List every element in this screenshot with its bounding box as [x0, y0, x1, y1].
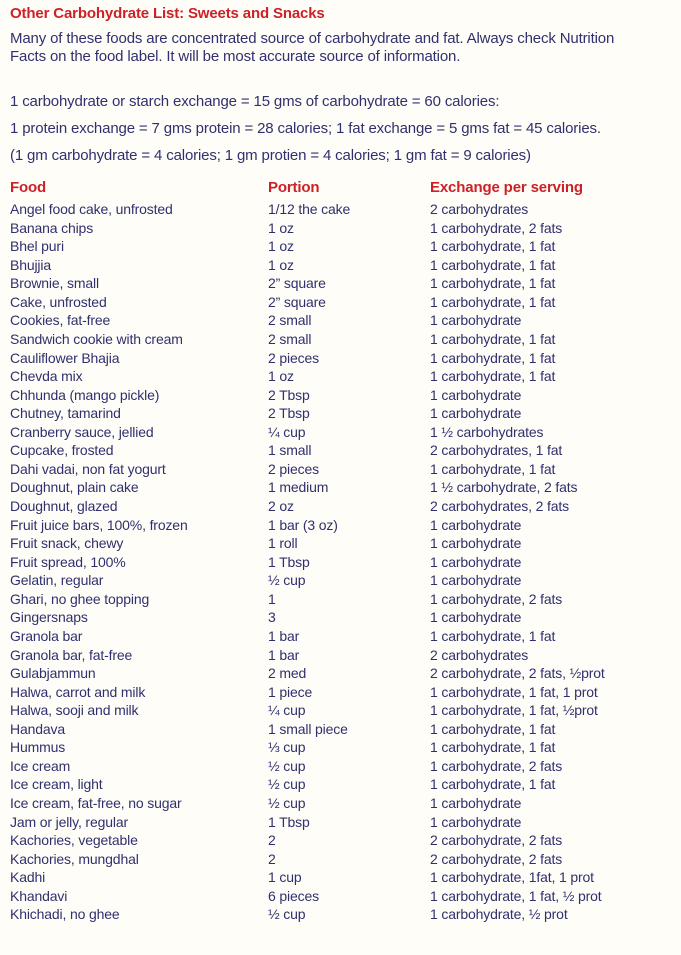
food-cell: Gulabjammun [10, 665, 96, 682]
exchange-cell: 2 carbohydrates [430, 201, 529, 217]
food-cell: Hummus [10, 739, 66, 756]
food-cell: Ghari, no ghee topping [10, 590, 150, 607]
table-row [0, 441, 681, 460]
exchange-cell: 1 ½ carbohydrates [430, 423, 544, 440]
exchange-cell: 1 carbohydrate, 1 fat [430, 720, 556, 737]
exchange-cell: 1 carbohydrate, 2 fats [430, 590, 563, 607]
food-cell: Bhujjia [10, 256, 51, 273]
portion-cell: 1 oz [268, 238, 294, 255]
exchange-cell: 2 carbohydrates, 2 fats [430, 498, 569, 514]
food-cell: Bhel puri [10, 238, 64, 255]
portion-cell: ½ cup [268, 757, 306, 774]
column-header-exchange: Exchange per serving [430, 179, 583, 196]
column-header-food: Food [10, 179, 47, 196]
intro-line-2: Facts on the food label. It will be most accurate source of information. [10, 47, 461, 65]
food-cell: Kachories, vegetable [10, 832, 138, 849]
table-header-row [0, 179, 681, 197]
exchange-cell: 2 carbohydrates, 1 fat [430, 442, 563, 459]
exchange-cell: 1 carbohydrate, 1 fat [430, 330, 556, 347]
page-title: Other Carbohydrate List: Sweets and Snacks [10, 5, 325, 22]
portion-cell: 1 small [268, 442, 312, 459]
table-row [0, 404, 681, 423]
portion-cell: 2 pieces [268, 349, 319, 366]
exchange-cell: 1 carbohydrate, 1 fat [430, 460, 556, 477]
portion-cell: ½ cup [268, 795, 306, 811]
food-cell: Kadhi [10, 869, 46, 886]
exchange-cell: 1 carbohydrate, ½ prot [430, 906, 568, 923]
exchange-cell: 2 carbohydrate, 2 fats [430, 832, 563, 849]
table-row [0, 868, 681, 887]
exchange-cell: 1 carbohydrate [430, 553, 522, 570]
exchange-cell: 1 carbohydrate, 1 fat [430, 275, 556, 292]
food-cell: Fruit snack, chewy [10, 535, 124, 552]
table-row [0, 516, 681, 535]
portion-cell: 1 [268, 590, 276, 607]
portion-cell: ½ cup [268, 776, 306, 793]
food-cell: Gelatin, regular [10, 572, 104, 589]
exchange-cell: 1 carbohydrate, 1 fat [430, 293, 556, 310]
column-header-portion: Portion [268, 179, 320, 196]
portion-cell: 1 oz [268, 219, 294, 236]
exchange-cell: 1 carbohydrate [430, 609, 522, 626]
portion-cell: ½ cup [268, 572, 306, 589]
table-row [0, 701, 681, 720]
table-row [0, 311, 681, 330]
food-cell: Ice cream [10, 757, 71, 774]
portion-cell: 1/12 the cake [268, 201, 351, 217]
table-row [0, 256, 681, 275]
exchange-cell: 1 carbohydrate, 1 fat [430, 368, 556, 385]
food-cell: Brownie, small [10, 275, 99, 292]
table-row [0, 553, 681, 572]
table-row [0, 887, 681, 906]
food-cell: Dahi vadai, non fat yogurt [10, 460, 166, 477]
table-row [0, 590, 681, 609]
portion-cell: 1 bar [268, 646, 300, 663]
table-row [0, 850, 681, 869]
food-cell: Jam or jelly, regular [10, 813, 128, 830]
food-cell: Kachories, mungdhal [10, 850, 139, 867]
portion-cell: 1 roll [268, 535, 298, 552]
food-cell: Fruit juice bars, 100%, frozen [10, 516, 188, 533]
exchange-cell: 1 carbohydrate, 1 fat [430, 776, 556, 793]
portion-cell: 1 oz [268, 368, 294, 385]
note-protein-fat-exchange: 1 protein exchange = 7 gms protein = 28 calories; 1 fat exchange = 5 gms fat = 45 calories. [10, 120, 601, 137]
portion-cell: 3 [268, 609, 276, 626]
portion-cell: 1 small piece [268, 720, 348, 737]
exchange-cell: 1 carbohydrate, 1 fat [430, 256, 556, 273]
food-cell: Halwa, carrot and milk [10, 683, 146, 700]
exchange-cell: 1 carbohydrate, 2 fats [430, 757, 563, 774]
food-cell: Halwa, sooji and milk [10, 702, 139, 719]
portion-cell: 2 pieces [268, 460, 319, 477]
exchange-cell: 2 carbohydrate, 2 fats, ½prot [430, 665, 605, 682]
exchange-cell: 1 carbohydrate, 1 fat, ½prot [430, 702, 598, 719]
intro-paragraph [10, 30, 681, 65]
portion-cell: ¼ cup [268, 702, 306, 719]
table-row [0, 367, 681, 386]
portion-cell: ⅓ cup [268, 739, 306, 756]
exchange-cell: 1 carbohydrate, 1 fat [430, 349, 556, 366]
food-cell: Gingersnaps [10, 609, 88, 626]
food-table-body [0, 200, 681, 924]
exchange-cell: 1 carbohydrate [430, 516, 522, 533]
food-cell: Khandavi [10, 887, 68, 904]
portion-cell: 1 medium [268, 479, 329, 496]
table-row [0, 219, 681, 238]
table-row [0, 608, 681, 627]
food-cell: Ice cream, fat-free, no sugar [10, 795, 182, 811]
table-row [0, 813, 681, 832]
table-row [0, 738, 681, 757]
food-cell: Cookies, fat-free [10, 312, 111, 329]
exchange-cell: 1 carbohydrate [430, 813, 522, 830]
exchange-cell: 1 carbohydrate, 1 fat [430, 238, 556, 255]
food-cell: Khichadi, no ghee [10, 906, 120, 923]
portion-cell: 1 Tbsp [268, 813, 310, 830]
portion-cell: 1 bar (3 oz) [268, 516, 338, 533]
exchange-cell: 2 carbohydrate, 2 fats [430, 850, 563, 867]
exchange-cell: 1 carbohydrate, 1 fat [430, 739, 556, 756]
portion-cell: 2 Tbsp [268, 386, 310, 403]
exchange-cell: 1 carbohydrate, 2 fats [430, 219, 563, 236]
food-cell: Chhunda (mango pickle) [10, 386, 160, 403]
portion-cell: 2” square [268, 293, 326, 310]
portion-cell: 6 pieces [268, 887, 319, 904]
exchange-cell: 1 carbohydrate, 1 fat [430, 627, 556, 644]
portion-cell: ½ cup [268, 906, 306, 923]
food-cell: Doughnut, glazed [10, 498, 118, 514]
exchange-cell: 1 carbohydrate, 1 fat, 1 prot [430, 683, 598, 700]
table-row [0, 646, 681, 665]
table-row [0, 478, 681, 497]
table-row [0, 274, 681, 293]
exchange-notes [10, 94, 681, 164]
table-row [0, 775, 681, 794]
table-row [0, 683, 681, 702]
food-cell: Doughnut, plain cake [10, 479, 139, 496]
table-row [0, 330, 681, 349]
portion-cell: 1 cup [268, 869, 302, 886]
table-row [0, 627, 681, 646]
table-row [0, 237, 681, 256]
exchange-cell: 1 carbohydrate [430, 386, 522, 403]
note-gram-calories: (1 gm carbohydrate = 4 calories; 1 gm protien = 4 calories; 1 gm fat = 9 calories) [10, 147, 531, 164]
table-row [0, 571, 681, 590]
table-row [0, 460, 681, 479]
food-cell: Angel food cake, unfrosted [10, 201, 173, 217]
food-cell: Cauliflower Bhajia [10, 349, 120, 366]
food-cell: Cranberry sauce, jellied [10, 423, 154, 440]
portion-cell: 1 Tbsp [268, 553, 310, 570]
portion-cell: 2 oz [268, 498, 294, 514]
exchange-cell: 1 ½ carbohydrate, 2 fats [430, 479, 578, 496]
exchange-cell: 1 carbohydrate [430, 795, 522, 811]
exchange-cell: 1 carbohydrate, 1 fat, ½ prot [430, 887, 602, 904]
food-cell: Ice cream, light [10, 776, 103, 793]
portion-cell: 1 oz [268, 256, 294, 273]
portion-cell: 2” square [268, 275, 326, 292]
table-row [0, 905, 681, 924]
table-row [0, 534, 681, 553]
food-cell: Fruit spread, 100% [10, 553, 126, 570]
portion-cell: 2 [268, 832, 276, 849]
note-carbohydrate-exchange: 1 carbohydrate or starch exchange = 15 gms of carbohydrate = 60 calories: [10, 93, 500, 110]
table-row [0, 757, 681, 776]
table-row [0, 349, 681, 368]
portion-cell: 2 small [268, 330, 312, 347]
table-row [0, 831, 681, 850]
table-row [0, 200, 681, 219]
food-cell: Granola bar [10, 627, 83, 644]
food-cell: Sandwich cookie with cream [10, 330, 183, 347]
food-cell: Banana chips [10, 219, 94, 236]
exchange-cell: 1 carbohydrate [430, 312, 522, 329]
portion-cell: 2 [268, 850, 276, 867]
portion-cell: 2 med [268, 665, 307, 682]
exchange-cell: 1 carbohydrate [430, 572, 522, 589]
table-row [0, 497, 681, 516]
food-cell: Chutney, tamarind [10, 405, 121, 422]
food-cell: Chevda mix [10, 368, 83, 385]
table-row [0, 720, 681, 739]
portion-cell: 1 piece [268, 683, 313, 700]
table-row [0, 386, 681, 405]
food-cell: Cake, unfrosted [10, 293, 107, 310]
intro-line-1: Many of these foods are concentrated source of carbohydrate and fat. Always check Nutrition [10, 30, 615, 47]
exchange-cell: 2 carbohydrates [430, 646, 529, 663]
exchange-cell: 1 carbohydrate [430, 405, 522, 422]
table-row [0, 664, 681, 683]
table-row [0, 794, 681, 813]
portion-cell: 2 Tbsp [268, 405, 310, 422]
portion-cell: 2 small [268, 312, 312, 329]
portion-cell: 1 bar [268, 627, 300, 644]
food-cell: Handava [10, 720, 65, 737]
exchange-cell: 1 carbohydrate [430, 535, 522, 552]
food-cell: Granola bar, fat-free [10, 646, 133, 663]
food-cell: Cupcake, frosted [10, 442, 114, 459]
exchange-cell: 1 carbohydrate, 1fat, 1 prot [430, 869, 594, 886]
table-row [0, 423, 681, 442]
portion-cell: ¼ cup [268, 423, 306, 440]
table-row [0, 293, 681, 312]
